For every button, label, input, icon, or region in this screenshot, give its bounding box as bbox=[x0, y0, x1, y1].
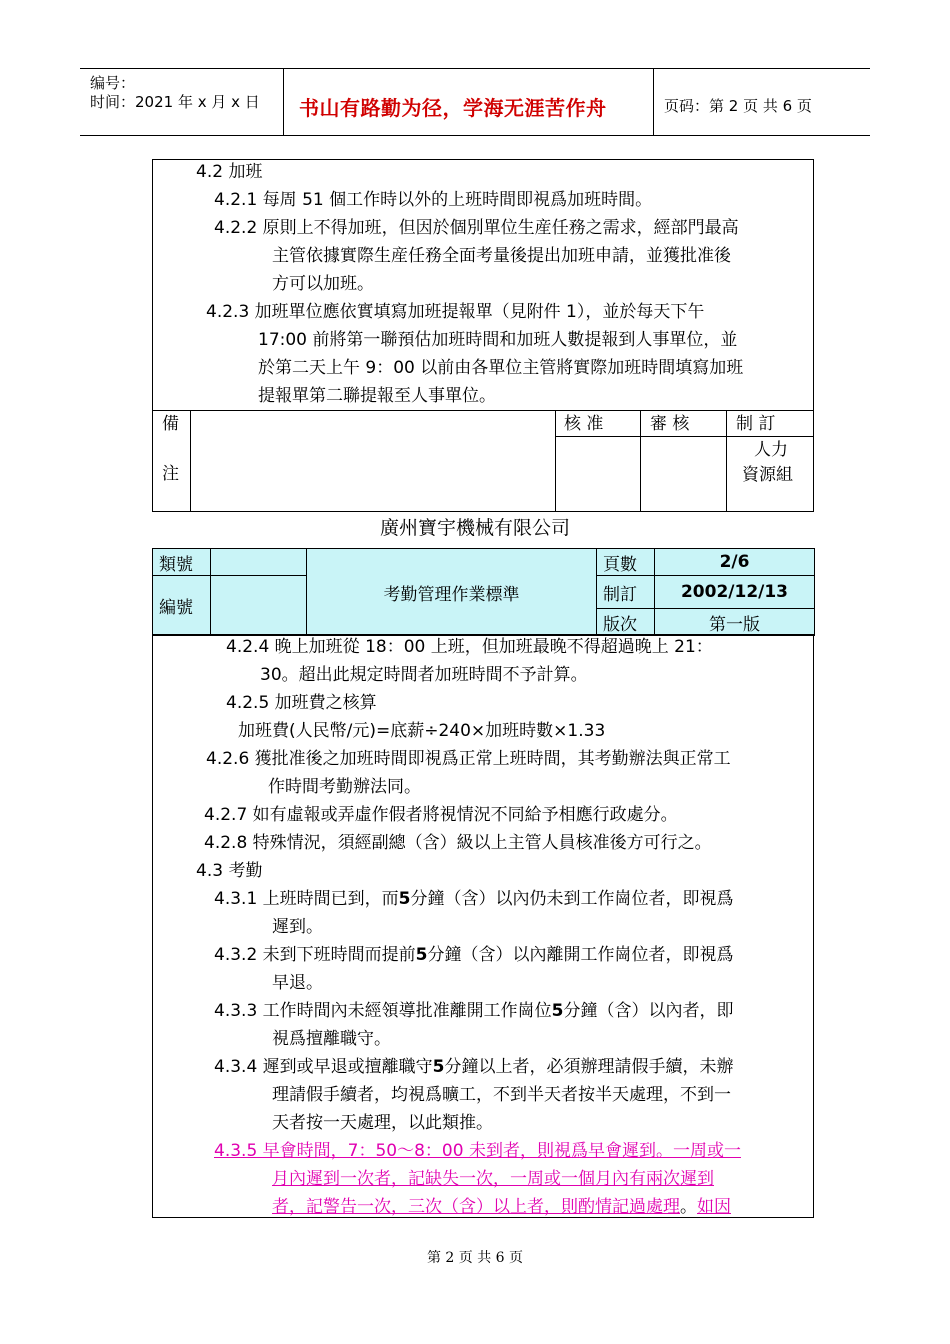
section1-line: 4.2.3 加班單位應依實填寫加班提報單（見附件 1），並於每天下午 bbox=[206, 302, 705, 322]
section2-line: 30。超出此規定時間者加班時間不予計算。 bbox=[260, 665, 588, 685]
section1-line: 於第二天上午 9：00 以前由各單位主管將實際加班時間填寫加班 bbox=[258, 358, 744, 378]
highlighted-revision-line: 者，記警告一次，三次（含）以上者，則酌情記過處理。如因 bbox=[272, 1197, 731, 1217]
section2-line: 天者按一天處理，以此類推。 bbox=[272, 1113, 493, 1133]
approval-divider bbox=[555, 410, 556, 512]
section2-line: 視爲擅離職守。 bbox=[272, 1029, 391, 1049]
section2-line: 4.2.5 加班費之核算 bbox=[226, 693, 377, 713]
date-value: 2002/12/13 bbox=[655, 576, 815, 609]
document-meta-table bbox=[152, 548, 815, 636]
section1-line: 提報單第二聯提報至人事單位。 bbox=[258, 386, 496, 406]
header-serial-label: 编号： bbox=[90, 74, 136, 92]
highlighted-revision-line: 月內遲到一次者，記缺失一次，一周或一個月內有兩次遲到 bbox=[272, 1169, 714, 1189]
approval-divider bbox=[640, 410, 641, 512]
section2-line: 遲到。 bbox=[272, 917, 323, 937]
approve-label: 核 准 bbox=[564, 414, 604, 434]
section1-line: 17:00 前將第一聯預估加班時間和加班人數提報到人事單位，並 bbox=[258, 330, 738, 350]
version-value: 第一版 bbox=[655, 609, 815, 636]
header-top-rule bbox=[80, 68, 870, 69]
remark-label-bottom: 注 bbox=[162, 464, 179, 484]
prepare-value: 資源組 bbox=[742, 465, 793, 485]
header-divider-left bbox=[283, 68, 284, 135]
section1-line: 主管依據實際生産任務全面考量後提出加班申請，並獲批准後 bbox=[272, 246, 731, 266]
overtime-pay-formula: 加班費(人民幣/元)=底薪÷240×加班時數×1.33 bbox=[238, 721, 606, 741]
header-date-label: 时间：2021 年 x 月 x 日 bbox=[90, 93, 260, 111]
highlighted-revision-line: 4.3.5 早會時間，7：50～8：00 未到者，則視爲早會遲到。一周或一 bbox=[214, 1141, 741, 1161]
prepare-value: 人力 bbox=[754, 440, 788, 460]
remark-label-top: 備 bbox=[162, 414, 179, 434]
section1-line: 4.2.2 原則上不得加班，但因於個別單位生産任務之需求，經部門最高 bbox=[214, 218, 739, 238]
company-name: 廣州寶宇機械有限公司 bbox=[379, 517, 570, 539]
code-label: 編號 bbox=[153, 576, 211, 636]
page-count-value: 2/6 bbox=[655, 549, 815, 576]
section1-line: 方可以加班。 bbox=[272, 274, 374, 294]
section2-line: 4.2.6 獲批准後之加班時間即視爲正常上班時間，其考勤辦法與正常工 bbox=[206, 749, 731, 769]
section2-line: 4.2.7 如有虛報或弄虛作假者將視情況不同給予相應行政處分。 bbox=[204, 805, 678, 825]
header-page-label: 页码：第 2 页 共 6 页 bbox=[664, 97, 812, 115]
date-label: 制訂 bbox=[597, 576, 655, 609]
section2-line: 4.2.4 晚上加班從 18：00 上班，但加班最晚不得超過晚上 21： bbox=[226, 637, 713, 657]
section2-line: 4.2.8 特殊情況，須經副總（含）級以上主管人員核准後方可行之。 bbox=[204, 833, 712, 853]
section2-line: 理請假手續者，均視爲曠工，不到半天者按半天處理，不到一 bbox=[272, 1085, 731, 1105]
page-footer: 第 2 页 共 6 页 bbox=[426, 1250, 524, 1266]
approval-divider bbox=[190, 410, 191, 512]
approval-divider bbox=[726, 410, 727, 512]
section2-line: 4.3 考勤 bbox=[196, 861, 263, 881]
version-label: 版次 bbox=[597, 609, 655, 636]
section2-line: 4.3.3 工作時間內未經領導批准離開工作崗位5分鐘（含）以內者，即 bbox=[214, 1001, 734, 1021]
section1-line: 4.2.1 每周 51 個工作時以外的上班時間即視爲加班時間。 bbox=[214, 190, 653, 210]
section2-line: 早退。 bbox=[272, 973, 323, 993]
section2-line: 4.3.1 上班時間已到，而5分鐘（含）以內仍未到工作崗位者，即視爲 bbox=[214, 889, 734, 909]
category-label: 類號 bbox=[153, 549, 211, 576]
section2-line: 4.3.2 未到下班時間而提前5分鐘（含）以內離開工作崗位者，即視爲 bbox=[214, 945, 734, 965]
category-value bbox=[211, 549, 307, 576]
approval-block bbox=[152, 410, 814, 512]
code-value bbox=[211, 576, 307, 636]
document-title: 考勤管理作業標準 bbox=[307, 549, 597, 636]
prepare-label: 制 訂 bbox=[736, 414, 776, 434]
header-divider-right bbox=[653, 68, 654, 135]
section2-line: 作時間考勤辦法同。 bbox=[268, 777, 421, 797]
section1-line: 4.2 加班 bbox=[196, 162, 263, 182]
review-label: 審 核 bbox=[650, 414, 690, 434]
section2-line: 4.3.4 遲到或早退或擅離職守5分鐘以上者，必須辦理請假手續，未辦 bbox=[214, 1057, 734, 1077]
header-bottom-rule bbox=[80, 135, 870, 136]
header-motto: 书山有路勤为径，学海无涯苦作舟 bbox=[299, 96, 607, 120]
page-count-label: 頁數 bbox=[597, 549, 655, 576]
